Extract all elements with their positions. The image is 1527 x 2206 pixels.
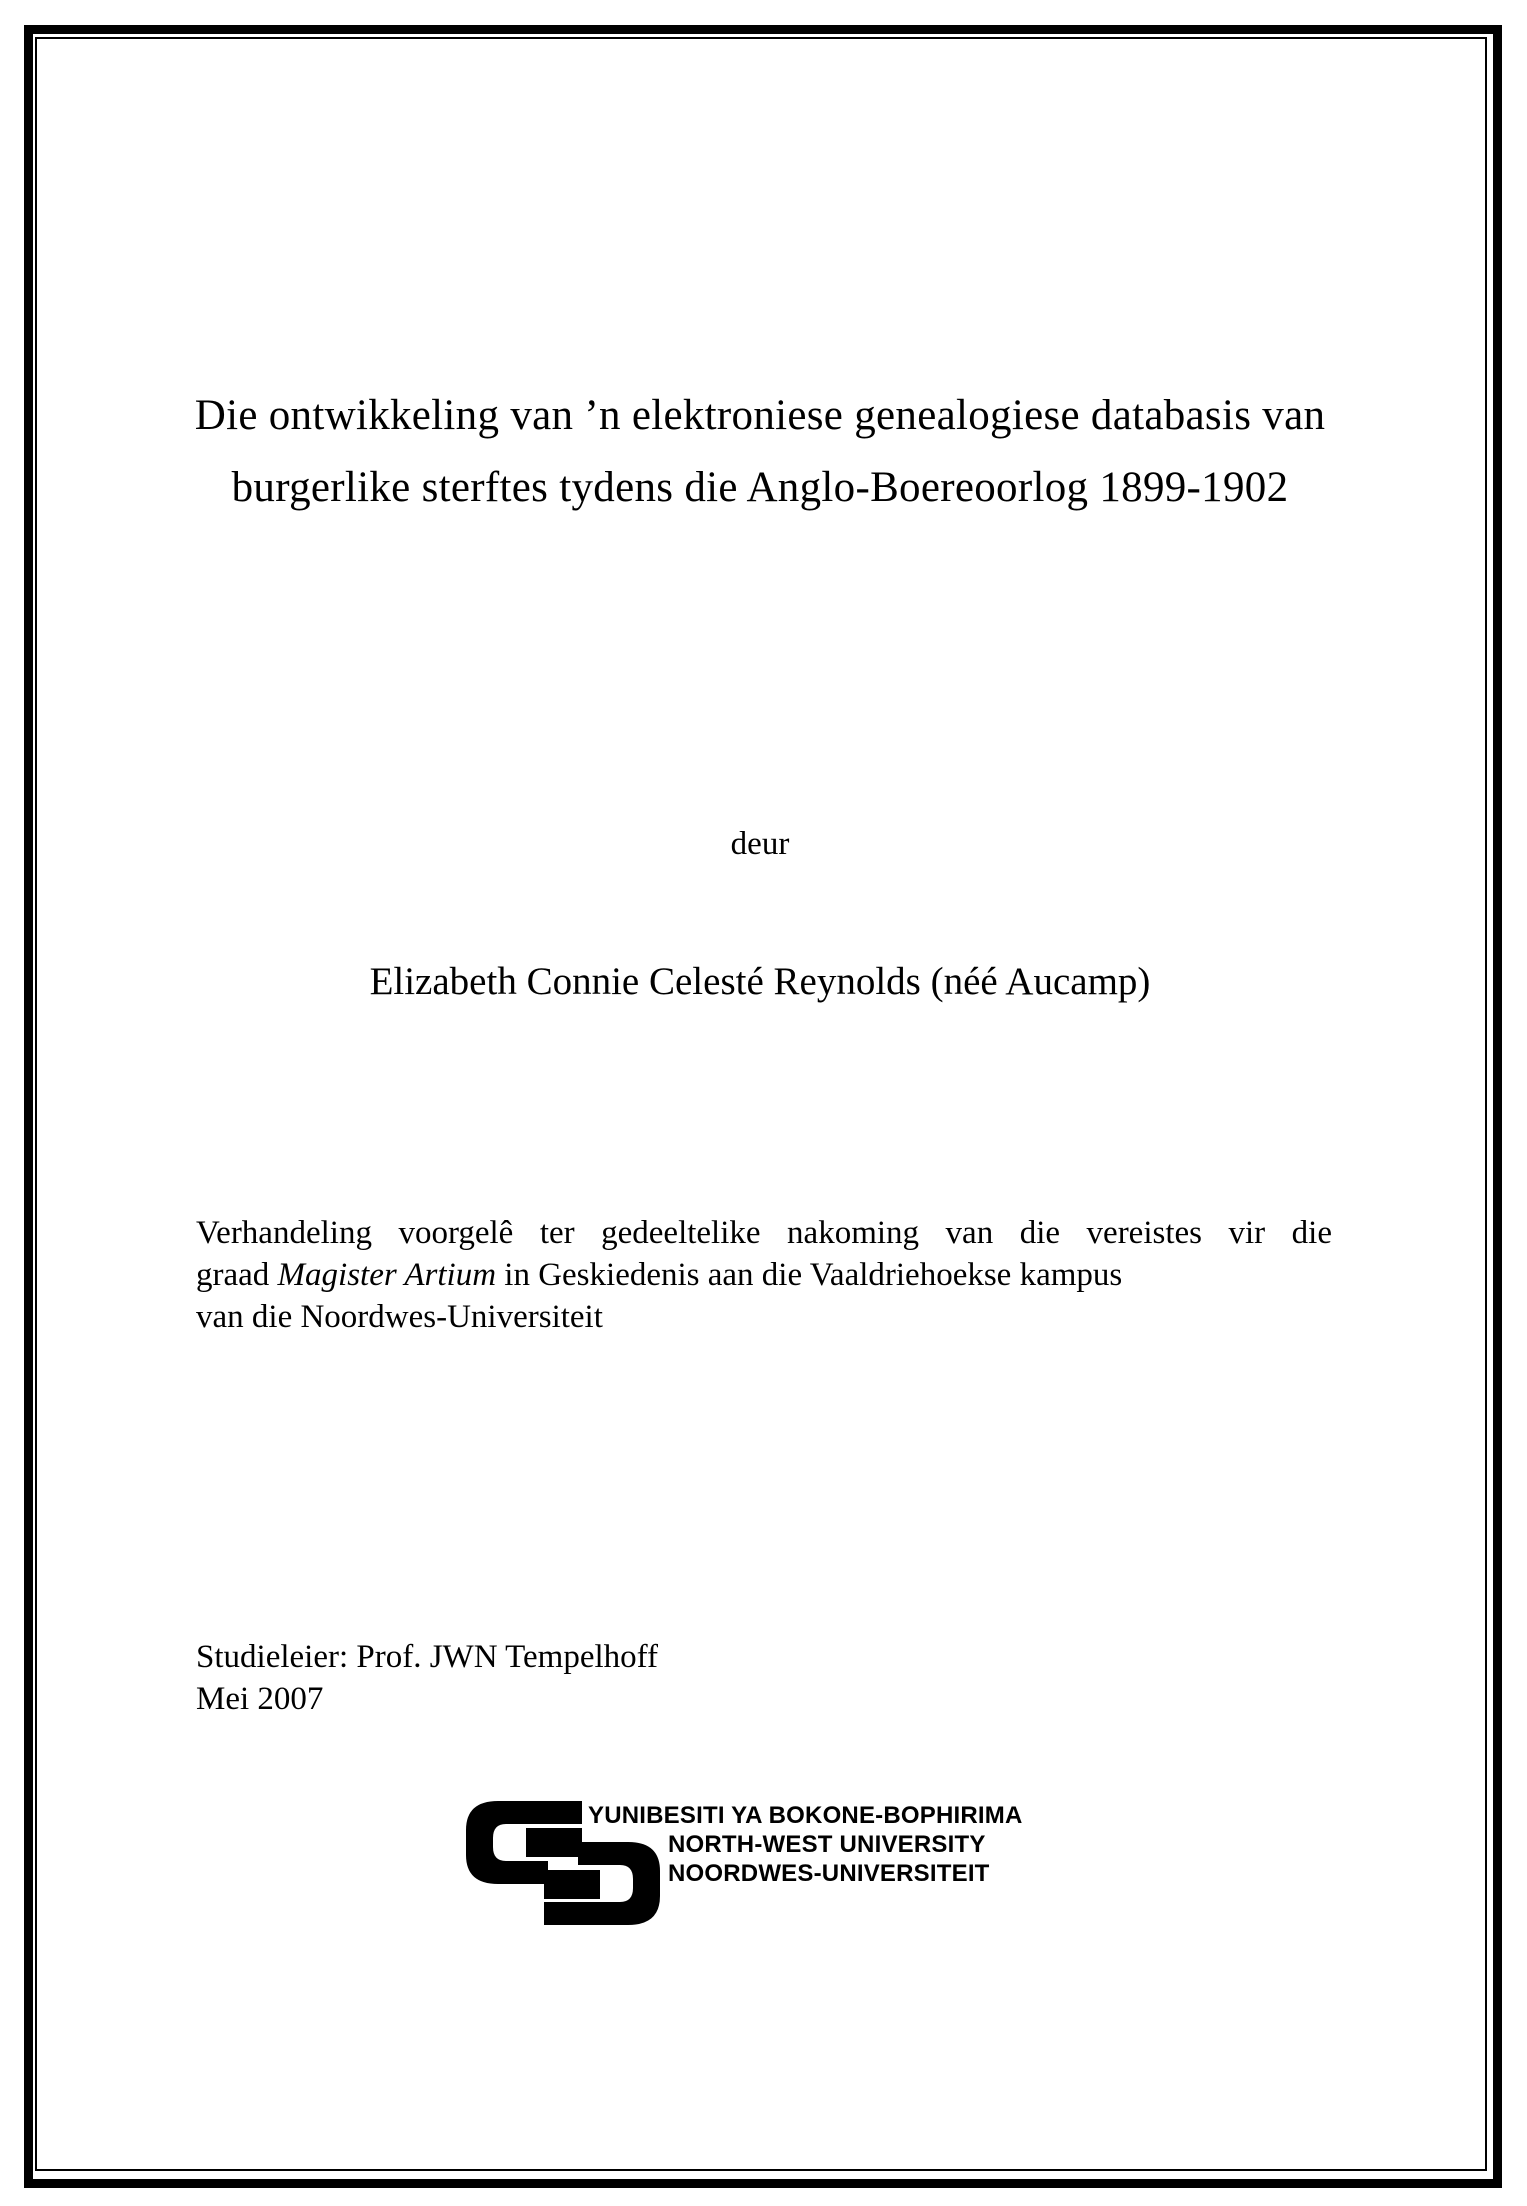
university-logo bbox=[466, 1801, 1086, 1931]
supervisor-block bbox=[196, 1636, 1096, 1720]
wordmark-line-3: NOORDWES-UNIVERSITEIT bbox=[668, 1860, 990, 1887]
title-line-2: burgerlike sterftes tydens die Anglo-Boereoorlog 1899-1902 bbox=[231, 464, 1289, 511]
title-line-1: Die ontwikkeling van ’n elektroniese genealogiese databasis van bbox=[194, 392, 1326, 439]
supervisor-line: Studieleier: Prof. JWN Tempelhoff bbox=[196, 1639, 659, 1675]
date-line: Mei 2007 bbox=[196, 1681, 324, 1717]
statement-line-2-pre: graad bbox=[196, 1257, 278, 1293]
statement-line-2 bbox=[196, 1254, 1332, 1296]
author-name: Elizabeth Connie Celesté Reynolds (néé Aucamp) bbox=[369, 960, 1151, 1003]
wordmark-line-1: YUNIBESITI YA BOKONE-BOPHIRIMA bbox=[588, 1802, 1023, 1829]
wordmark-line-2: NORTH-WEST UNIVERSITY bbox=[668, 1831, 986, 1858]
statement-line-1: Verhandeling voorgelê ter gedeeltelike nakoming van die vereistes vir die bbox=[196, 1215, 1332, 1251]
degree-name: Magister Artium bbox=[277, 1257, 497, 1293]
statement-line-2-post: in Geskiedenis aan die Vaaldriehoekse kampus bbox=[496, 1257, 1123, 1293]
byline-preposition: deur bbox=[730, 826, 790, 862]
university-wordmark bbox=[588, 1801, 1023, 1888]
statement-line-3: van die Noordwes-Universiteit bbox=[196, 1299, 603, 1335]
degree-statement bbox=[196, 1212, 1332, 1338]
thesis-title bbox=[190, 380, 1330, 524]
